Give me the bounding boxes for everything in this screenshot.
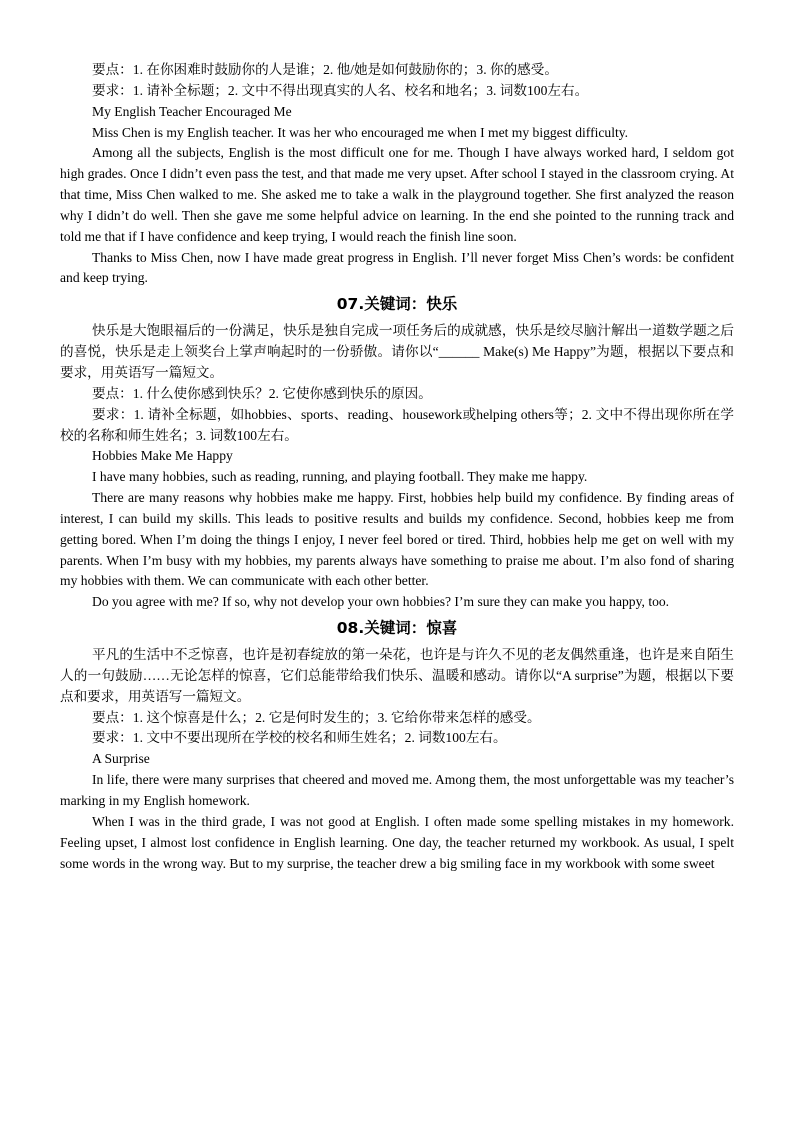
section06-essay-title: My English Teacher Encouraged Me (92, 103, 292, 119)
section07-points: 要点：1. 什么使你感到快乐？2. 它使你感到快乐的原因。 (92, 385, 432, 401)
section08-points: 要点：1. 这个惊喜是什么；2. 它是何时发生的；3. 它给你带来怎样的感受。 (92, 709, 541, 725)
section06-requirements: 要求：1. 请补全标题；2. 文中不得出现真实的人名、校名和地名；3. 词数100左右。 (92, 82, 589, 98)
section08-requirements: 要求：1. 文中不要出现所在学校的校名和师生姓名；2. 词数100左右。 (92, 730, 507, 746)
section06-paragraph: Among all the subjects, English is the most difficult one for me. Though I have always worked hard, I seldom got high grades. Once I didn’t even pass the test, and that made me very upset. After school I stayed in the classroom crying. At that time, Miss Chen walked to me. She asked me to take a walk in the playground together. She first analyzed the reason why I didn’t do well. Then she gave me some helpful advice on learning. In the end she pointed to the running track and told me that if I have confidence and keep trying, I would reach the finish line soon. (60, 145, 734, 244)
section07-intro: 快乐是大饱眼福后的一份满足，快乐是独自完成一项任务后的成就感，快乐是绞尽脑汁解出一道数学题之后的喜悦，快乐是走上领奖台上掌声响起时的一份骄傲。请你以“______ Make(s) Me Happy”为题，根据以下要点和要求，用英语写一篇短文。 (60, 323, 734, 380)
section06-paragraph: Thanks to Miss Chen, now I have made great progress in English. I’ll never forget Miss Chen’s words: be confident and keep trying. (60, 249, 734, 286)
section07-essay-title: Hobbies Make Me Happy (92, 448, 233, 464)
section07-requirements: 要求：1. 请补全标题，如hobbies、sports、reading、housework或helping others等；2. 文中不得出现你所在学校的名称和师生姓名；3. 词数100左右。 (60, 406, 734, 443)
section07-paragraph: I have many hobbies, such as reading, running, and playing football. They make me happy. (92, 469, 588, 485)
section06-points: 要点：1. 在你困难时鼓励你的人是谁；2. 他/她是如何鼓励你的；3. 你的感受。 (92, 62, 558, 77)
section06-paragraph: Miss Chen is my English teacher. It was her who encouraged me when I met my biggest difficulty. (92, 124, 629, 140)
section08-intro: 平凡的生活中不乏惊喜，也许是初春绽放的第一朵花，也许是与许久不见的老友偶然重逢，也许是来自陌生人的一句鼓励……无论怎样的惊喜，它们总能带给我们快乐、温暖和感动。请你以“A surprise”为题，根据以下要点和要求，用英语写一篇短文。 (60, 647, 734, 704)
section08-essay-title: A Surprise (92, 751, 150, 767)
section08-paragraph: In life, there were many surprises that cheered and moved me. Among them, the most unforgettable was my teacher’s marking in my English homework. (60, 772, 734, 808)
section07-heading: 07.关键词：快乐 (336, 295, 458, 314)
section07-paragraph: Do you agree with me? If so, why not develop your own hobbies? I’m sure they can make you happy, too. (92, 594, 670, 610)
section08-heading: 08.关键词：惊喜 (336, 619, 458, 638)
section08-paragraph: When I was in the third grade, I was not good at English. I often made some spelling mistakes in my homework. Feeling upset, I almost lost confidence in English learning. One day, the teacher returned my workbook. As usual, I spelt some words in the wrong way. But to my surprise, the teacher drew a big smiling face in my workbook with some sweet (60, 813, 734, 871)
section07-paragraph: There are many reasons why hobbies make me happy. First, hobbies help build my confidence. By finding areas of interest, I can build my skills. This leads to positive results and builds my confidence. Second, hobbies keep me from getting bored. When I’m doing the things I enjoy, I never feel bored or tired. Third, hobbies help me get on well with my parents. When I’m busy with my hobbies, my parents always have something to praise me about. I’m also fond of sharing my hobbies with them. We can communicate with each other better. (60, 490, 734, 589)
